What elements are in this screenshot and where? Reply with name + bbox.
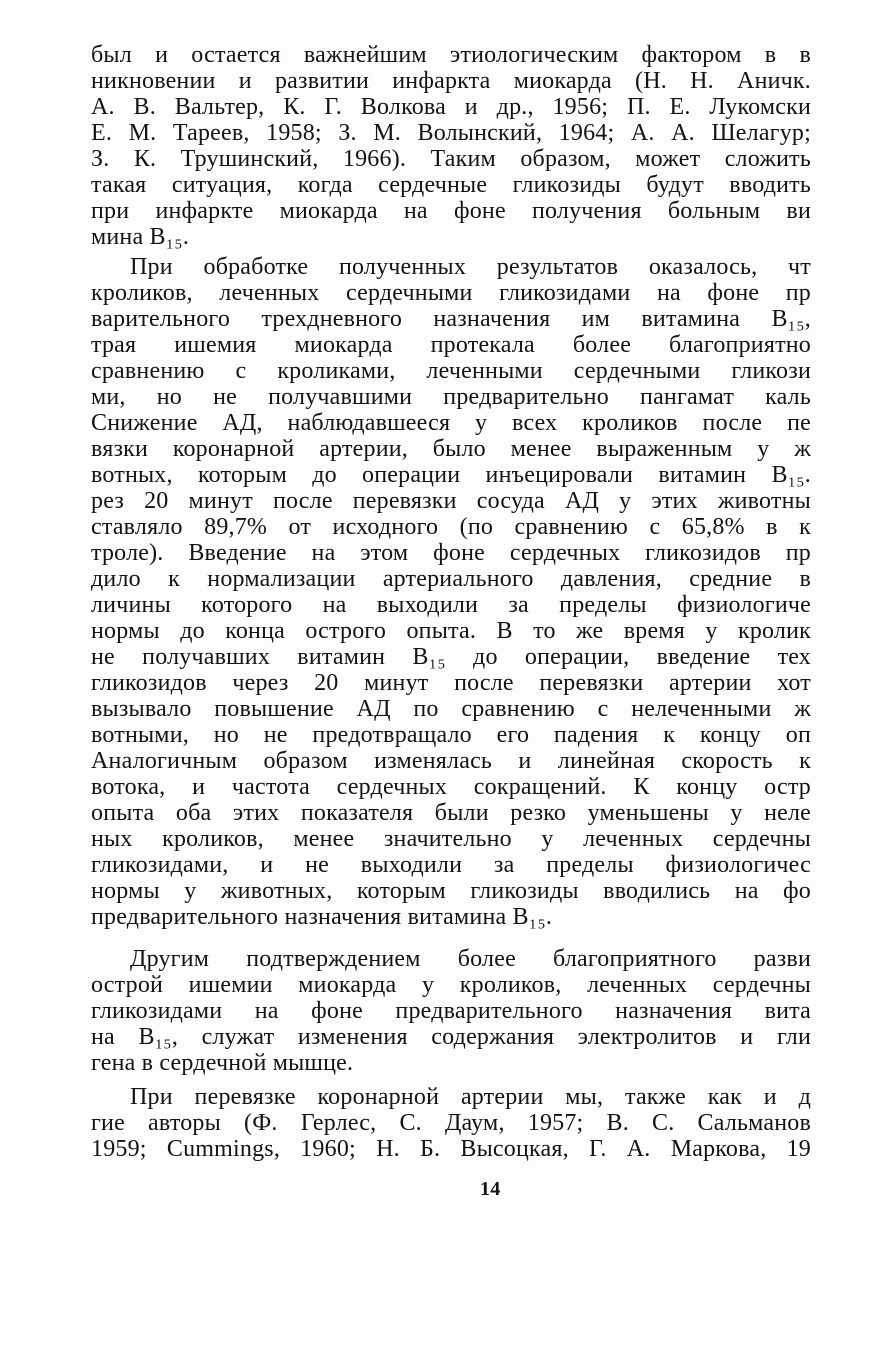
text-line: вотными, но не предотвращало его падения к концу оп: [91, 722, 811, 748]
text-line: опыта оба этих показателя были резко уменьшены у неле: [91, 800, 811, 826]
text-line: троле). Введение на этом фоне сердечных гликозидов пр: [91, 540, 811, 566]
text-line: 1959; Cummings, 1960; Н. Б. Высоцкая, Г. А. Маркова, 19: [91, 1136, 811, 1162]
text-line: при инфаркте миокарда на фоне получения больным ви: [91, 198, 811, 224]
text-line: личины которого на выходили за пределы физиологиче: [91, 592, 811, 618]
text-line: острой ишемии миокарда у кроликов, леченных сердечны: [91, 972, 811, 998]
text-line: Другим подтверждением более благоприятного разви: [130, 946, 811, 972]
text-line: кроликов, леченных сердечными гликозидами на фоне пр: [91, 280, 811, 306]
text-line: ми, но не получавшими предварительно пангамат каль: [91, 384, 811, 410]
text-line: При перевязке коронарной артерии мы, также как и д: [130, 1084, 811, 1110]
text-line: рез 20 минут после перевязки сосуда АД у этих животны: [91, 488, 811, 514]
text-line: ставляло 89,7% от исходного (по сравнению с 65,8% в к: [91, 514, 811, 540]
text-line: гликозидами, и не выходили за пределы физиологичес: [91, 852, 811, 878]
text-line: сравнению с кроликами, леченными сердечными гликози: [91, 358, 811, 384]
text-line: нормы до конца острого опыта. В то же время у кролик: [91, 618, 811, 644]
text-line: варительного трехдневного назначения им витамина B₁₅,: [91, 306, 811, 332]
text-line: А. В. Вальтер, К. Г. Волкова и др., 1956; П. Е. Лукомски: [91, 94, 811, 120]
text-line: такая ситуация, когда сердечные гликозиды будут вводить: [91, 172, 811, 198]
text-line: никновении и развитии инфаркта миокарда (Н. Н. Аничк.: [91, 68, 811, 94]
text-line: гликозидами на фоне предварительного назначения вита: [91, 998, 811, 1024]
text-line: При обработке полученных результатов оказалось, чт: [130, 254, 811, 280]
text-line: гена в сердечной мышце.: [91, 1050, 354, 1076]
text-line: был и остается важнейшим этиологическим фактором в в: [91, 42, 811, 68]
page-number: 14: [480, 1178, 501, 1200]
text-line: нормы у животных, которым гликозиды вводились на фо: [91, 878, 811, 904]
text-line: мина B₁₅.: [91, 224, 190, 250]
text-line: не получавших витамин B₁₅ до операции, введение тех: [91, 644, 811, 670]
text-line: вызывало повышение АД по сравнению с нелеченными ж: [91, 696, 811, 722]
text-line: трая ишемия миокарда протекала более благоприятно: [91, 332, 811, 358]
text-line: Аналогичным образом изменялась и линейная скорость к: [91, 748, 811, 774]
text-line: вотока, и частота сердечных сокращений. К концу остр: [91, 774, 811, 800]
text-line: Снижение АД, наблюдавшееся у всех кроликов после пе: [91, 410, 811, 436]
text-line: гие авторы (Ф. Герлес, С. Даум, 1957; В. С. Сальманов: [91, 1110, 811, 1136]
text-line: предварительного назначения витамина B₁₅.: [91, 904, 553, 930]
text-line: вязки коронарной артерии, было менее выраженным у ж: [91, 436, 811, 462]
text-line: Е. М. Тареев, 1958; З. М. Волынский, 1964; А. А. Шелагур;: [91, 120, 811, 146]
text-line: дило к нормализации артериального давления, средние в: [91, 566, 811, 592]
text-line: ных кроликов, менее значительно у леченных сердечны: [91, 826, 811, 852]
text-line: вотных, которым до операции инъецировали витамин B₁₅.: [91, 462, 811, 488]
text-line: З. К. Трушинский, 1966). Таким образом, может сложить: [91, 146, 811, 172]
text-line: гликозидов через 20 минут после перевязки артерии хот: [91, 670, 811, 696]
text-line: на B₁₅, служат изменения содержания электролитов и гли: [91, 1024, 811, 1050]
